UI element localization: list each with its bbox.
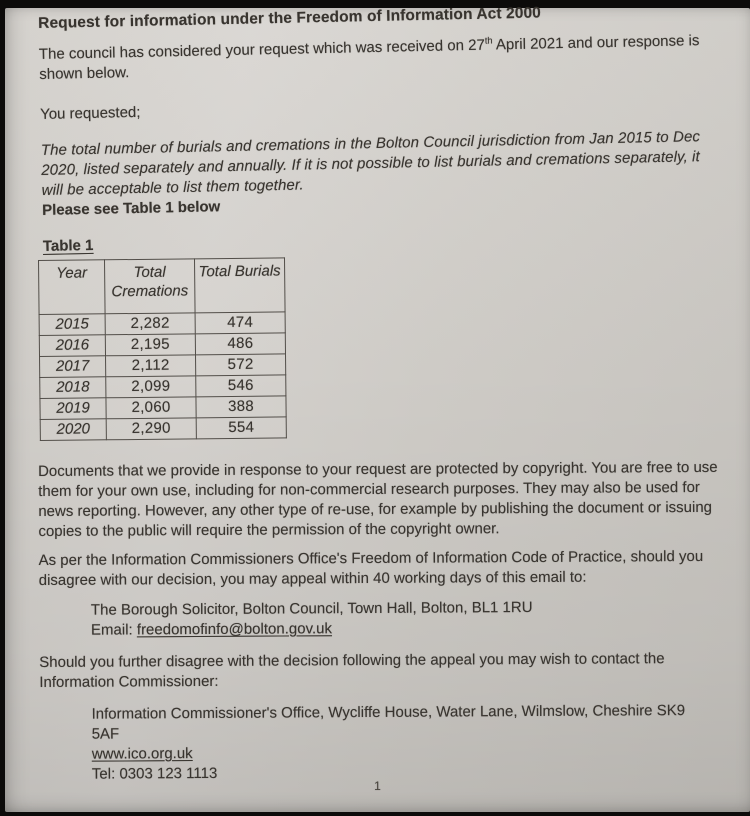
year-value: 2019 [40,398,106,420]
cremations-value: 2,099 [106,376,196,398]
cremations-value: 2,195 [105,334,195,356]
cremations-value: 2,282 [105,313,195,335]
intro-text-before-date: The council has considered your request which was received on 27 [38,36,486,63]
table-1-label: Table 1 [42,236,94,255]
cremations-value: 2,060 [106,397,196,419]
burials-value: 474 [195,312,285,334]
further-disagree-paragraph: Should you further disagree with the decision following the appeal you may wish to contact the Information Commissioner: [39,650,665,691]
burials-value: 388 [196,396,286,418]
request-quote: The total number of burials and cremations in the Bolton Council jurisdiction from Jan 2015 to Dec 2020, listed separately and annually. If it is not possible to list burials and cremations separately, it will be acceptable to list them together. [40,128,701,199]
year-value: 2015 [39,314,105,336]
intro-text-after-date: April 2021 and our response is shown below. [39,32,700,83]
table-section [38,253,724,441]
email-label: Email: [90,621,137,639]
appeal-paragraph: As per the Information Commissioners Office's Freedom of Information Code of Practice, should you disagree with our decision, you may appeal within 40 working days of this email to: [38,547,704,589]
ico-address: Information Commissioner's Office, Wycliffe House, Water Lane, Wilmslow, Cheshire SK9 5AF [91,702,686,743]
table-header-row [39,258,286,315]
year-value: 2017 [40,356,106,378]
upper-letter-section [38,0,727,257]
table-row [40,375,286,399]
email-line [91,617,723,641]
table-row [39,312,285,336]
cremations-value: 2,290 [106,418,196,440]
burials-value: 554 [196,417,286,439]
table-row [40,354,286,378]
header-total-cremations: Total Cremations [105,259,196,314]
solicitor-address: The Borough Solicitor, Bolton Council, Town Hall, Bolton, BL1 1RU [90,598,533,619]
table-1-body [39,312,286,441]
year-value: 2020 [40,419,106,441]
see-table-note: Please see Table 1 below [41,198,221,219]
ico-url-link[interactable]: www.ico.org.uk [91,745,193,763]
cremations-value: 2,112 [106,355,196,377]
header-total-burials: Total Burials [194,258,285,313]
copyright-paragraph: Documents that we provide in response to your request are protected by copyright. You are free to use them for your own use, including for non-commercial research purposes. They may also be used for news reporting. However, any other type of re-use, for example by publishing the document or issuing copies to the public will require the permission of the copyright owner. [38,458,718,540]
ico-telephone: Tel: 0303 123 1113 [91,764,218,783]
page-title: Request for information under the Freedom of Information Act 2000 [38,4,542,32]
burials-value: 486 [195,333,285,355]
table-row [39,333,285,357]
year-value: 2018 [40,377,106,399]
header-year: Year [39,260,106,315]
table-row [40,396,286,420]
table-1 [38,257,287,441]
page-number: 1 [374,779,381,793]
table-row [40,417,286,441]
lower-letter-section [38,458,724,785]
email-link[interactable]: freedomofinfo@bolton.gov.uk [136,620,332,639]
intro-paragraph [39,31,724,85]
appeal-contact-block [91,597,723,641]
document-page [5,4,750,812]
burials-value: 546 [196,375,286,397]
year-value: 2016 [39,335,105,357]
date-superscript: th [484,35,493,46]
ico-contact-block [91,701,691,785]
you-requested-label: You requested; [39,103,141,123]
burials-value: 572 [196,354,286,376]
table-1-header [39,258,286,315]
